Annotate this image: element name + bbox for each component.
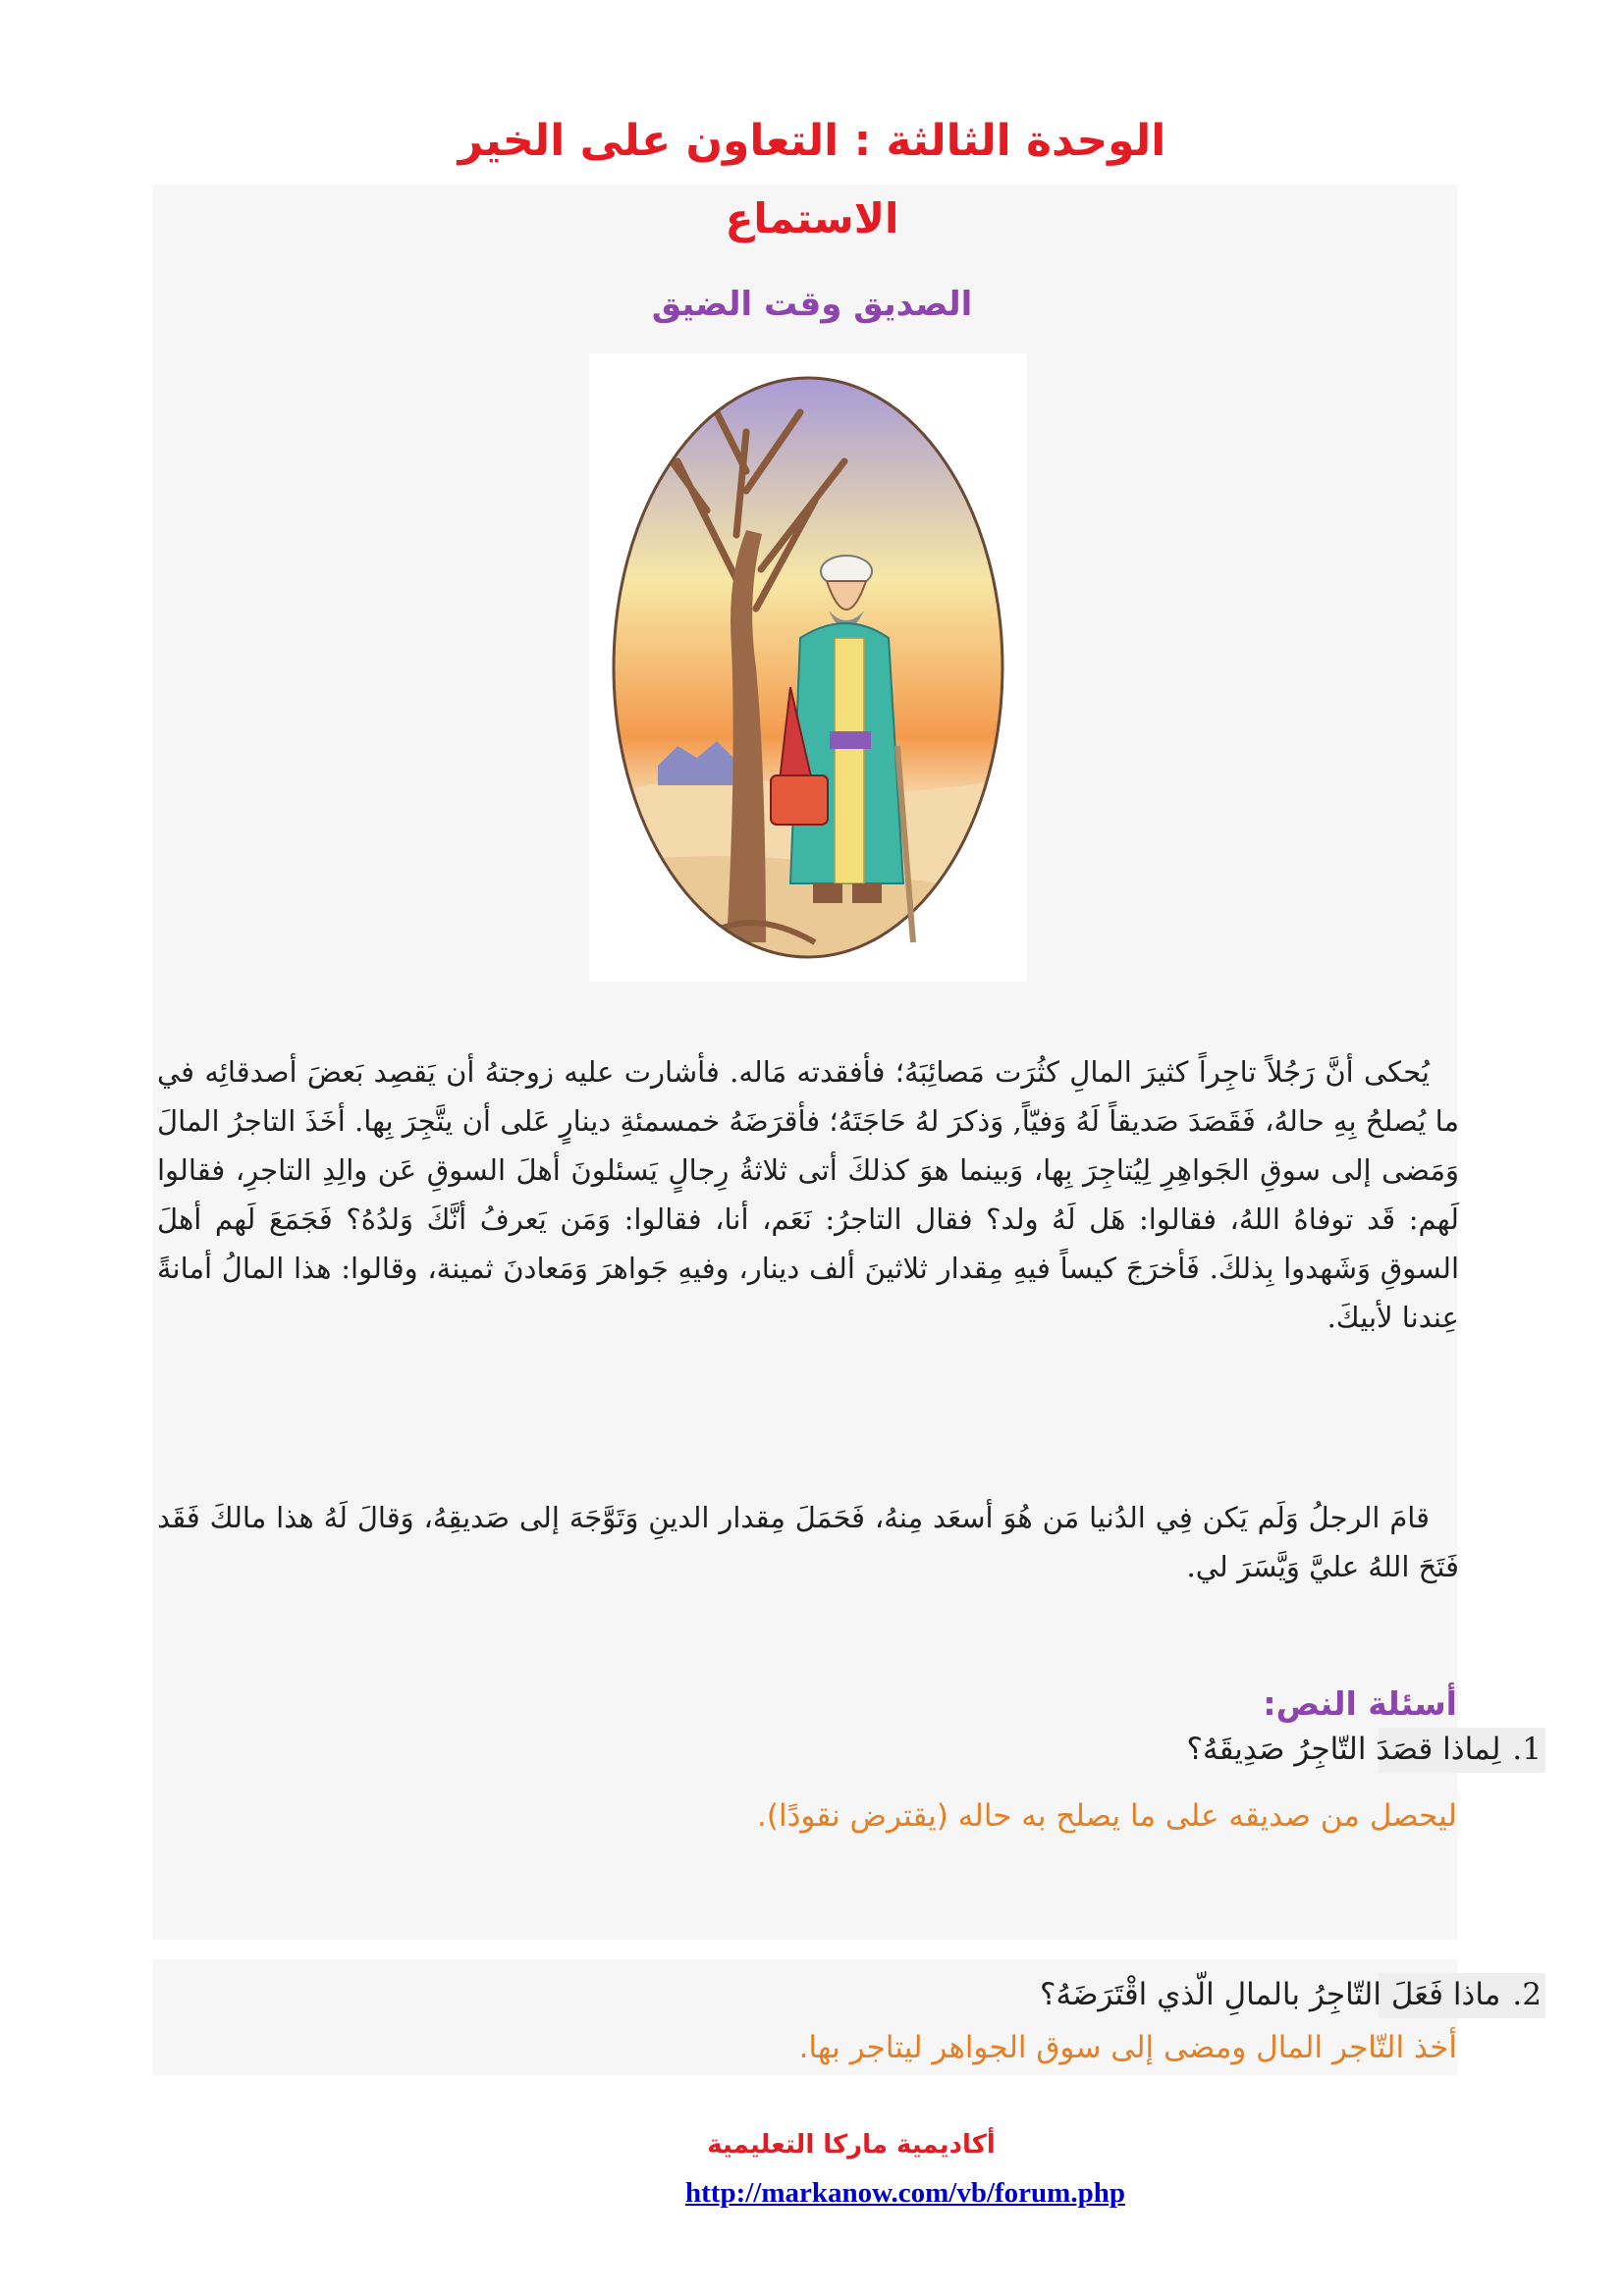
unit-title: الوحدة الثالثة : التعاون على الخير bbox=[458, 116, 1166, 166]
old-man-under-tree-illustration bbox=[589, 353, 1027, 982]
question-1 bbox=[1187, 1732, 1542, 1767]
answer-1: ليحصل من صديقه على ما يصلح به حاله (يقترض نقودًا). bbox=[757, 1798, 1457, 1834]
story-paragraph-2: قامَ الرجلُ وَلَم يَكن فِي الدُنيا مَن هُوَ أسعَد مِنهُ، فَحَمَلَ مِقدار الدينِ وَتَوَّجَهَ إلى صَديقِهُ، وَقالَ لَهُ هذا مالكَ فَقَد فَتَحَ اللهُ عليَّ وَيَّسَرَ لي. bbox=[157, 1501, 1459, 1583]
question-number: 2. bbox=[1512, 1977, 1542, 2012]
story-paragraph-1: يُحكى أنَّ رَجُلاً تاجِراً كثيرَ المالِ كثُرَت مَصائِبَهُ؛ فأفقدته مَاله. فأشارت عليه زوجتهُ أن يَقصِد بَعضَ أصدقائِه في ما يُصلحُ بِهِ حالهُ، فَقَصَدَ صَديقاً لَهُ وَفيّاً, وَذكرَ لهُ حَاجَتَهُ؛ فأقرَضَهُ خمسمئةِ دينارٍ عَلى أن يتَّجِرَ بِها. أخَذَ التاجرُ المالَ وَمَضى إلى سوقِ الجَواهِرِ لِيُتاجِرَ بِها، وَبينما هوَ كذلكَ أتى ثلاثةُ رِجالٍ يَسئلونَ أهلَ السوقِ عَن والِدِ التاجرِ، فقالوا لَهم: قَد توفاهُ اللهُ، فقالوا: هَل لَهُ ولد؟ فقال التاجرُ: نَعَم، أنا، فقالوا: وَمَن يَعرفُ أنَّكَ وَلدُهُ؟ فَجَمَعَ لَهم أهلَ السوقِ وَشَهدوا بِذلكَ. فَأخرَجَ كيساً فيهِ مِقدار ثلاثينَ ألف دينار، وفيهِ جَواهرَ وَمَعادنَ ثمينة، وقالوا: هذا المالُ أمانةً عِندنا لأبيكَ. bbox=[157, 1055, 1459, 1334]
question-text: لِماذا قصَدَ التّاجِرُ صَدِيقَهُ؟ bbox=[1186, 1732, 1501, 1767]
footer-link-container bbox=[0, 2177, 1624, 2210]
answer-2: أخذ التّاجر المال ومضى إلى سوق الجواهر ليتاجر بها. bbox=[798, 2030, 1457, 2065]
questions-heading: أسئلة النص: bbox=[1263, 1684, 1457, 1723]
story-title: الصديق وقت الضيق bbox=[651, 285, 973, 324]
section-title: الاستماع bbox=[725, 194, 899, 242]
question-2 bbox=[1040, 1977, 1542, 2012]
question-text: ماذا فَعَلَ التّاجِرُ بالمالِ الّذي اقْتَرَضَهُ؟ bbox=[1040, 1977, 1501, 2012]
footer-academy-name: أكاديمية ماركا التعليمية bbox=[707, 2130, 996, 2160]
footer-url-link[interactable]: http://markanow.com/vb/forum.php bbox=[685, 2177, 1125, 2209]
question-number: 1. bbox=[1512, 1732, 1542, 1767]
